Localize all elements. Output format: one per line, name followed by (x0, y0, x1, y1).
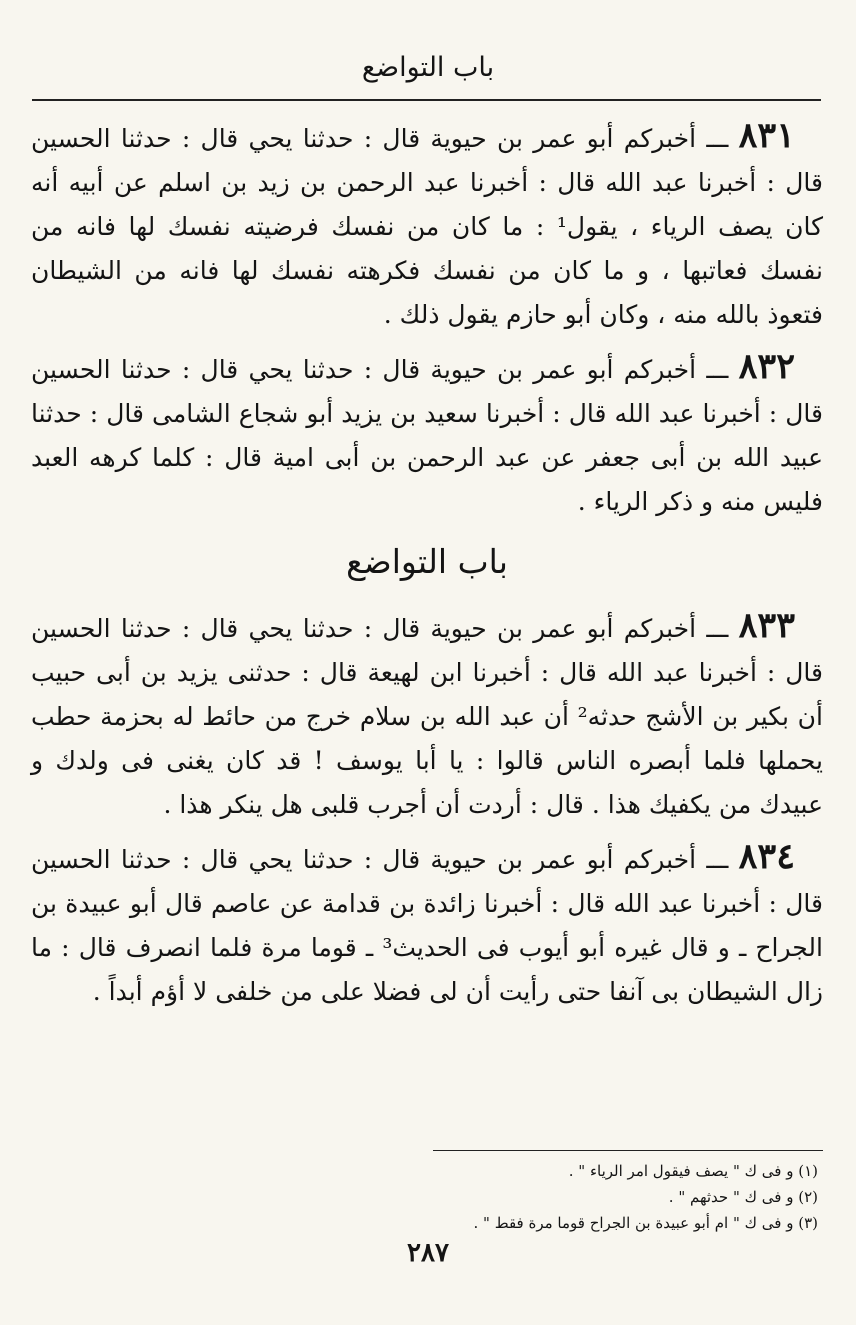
dash: ـــ (696, 845, 729, 874)
dash: ـــ (696, 355, 729, 384)
section-title: باب التواضع (346, 542, 508, 581)
hadith-number: ٨٣١ (738, 115, 795, 156)
hadith-paragraph-832 (31, 345, 823, 524)
hadith-text: أخبركم أبو عمر بن حيوية قال : حدثنا يحي قال : حدثنا الحسين قال : أخبرنا عبد الله قال : أخبرنا سعيد بن يزيد أبو شجاع الشامى قال : حدثنا عبيد الله بن أبى جعفر عن عبد الرحمن بن أبى امية قال : كلما كرهه العبد فليس منه و ذكر الرياء . (31, 355, 823, 516)
dash: ـــ (696, 124, 729, 153)
hadith-paragraph-834 (31, 835, 823, 1014)
footnote-1: (١) و فى ك " يصف فيقول امر الرياء " . (568, 1162, 818, 1180)
hadith-number: ٨٣٢ (738, 346, 795, 387)
hadith-number: ٨٣٣ (738, 605, 795, 646)
hadith-text: أخبركم أبو عمر بن حيوية قال : حدثنا يحي قال : حدثنا الحسين قال : أخبرنا عبد الله قال : أخبرنا ابن لهيعة قال : حدثنى يزيد بن أبى حبيب أن بكير بن الأشج حدثه² أن عبد الله بن سلام خرج من حائط له بحزمة حطب يحملها فلما أبصره الناس قالوا : يا أبا يوسف ! قد كان يغنى فى ولدك و عبيدك من يكفيك هذا . قال : أردت أن أجرب قلبى هل ينكر هذا . (31, 614, 823, 819)
hadith-text: أخبركم أبو عمر بن حيوية قال : حدثنا يحي قال : حدثنا الحسين قال : أخبرنا عبد الله قال : أخبرنا زائدة بن قدامة عن عاصم قال أبو عبيدة بن الجراح ـ و قال غيره أبو أيوب فى الحديث³ ـ قوما مرة فلما انصرف قال : ما زال الشيطان بى آنفا حتى رأيت أن لى فضلا على من خلفى لا أؤم أبداً . (31, 845, 823, 1006)
hadith-number: ٨٣٤ (738, 836, 795, 877)
footnote-2: (٢) و فى ك " حدثهم " . (668, 1188, 818, 1206)
page-body (31, 114, 823, 1022)
running-head: باب التواضع (361, 52, 495, 83)
page-number: ٢٨٧ (407, 1238, 449, 1268)
footnotes (38, 1158, 818, 1236)
hadith-paragraph-831 (31, 114, 823, 337)
footnote-rule (433, 1150, 823, 1151)
dash: ـــ (696, 614, 729, 643)
footnote-3: (٣) و فى ك " ام أبو عبيدة بن الجراح قوما مرة فقط " . (473, 1214, 818, 1232)
header-rule (32, 99, 821, 101)
hadith-text: أخبركم أبو عمر بن حيوية قال : حدثنا يحي قال : حدثنا الحسين قال : أخبرنا عبد الله قال : أخبرنا عبد الرحمن بن زيد بن اسلم عن أبيه أنه كان يصف الرياء ، يقول¹ : ما كان من نفسك فرضيته نفسك لها فانه من نفسك فعاتبها ، و ما كان من نفسك فكرهته نفسك لها فانه من الشيطان فتعوذ بالله منه ، وكان أبو حازم يقول ذلك . (31, 124, 823, 329)
hadith-paragraph-833 (31, 604, 823, 827)
